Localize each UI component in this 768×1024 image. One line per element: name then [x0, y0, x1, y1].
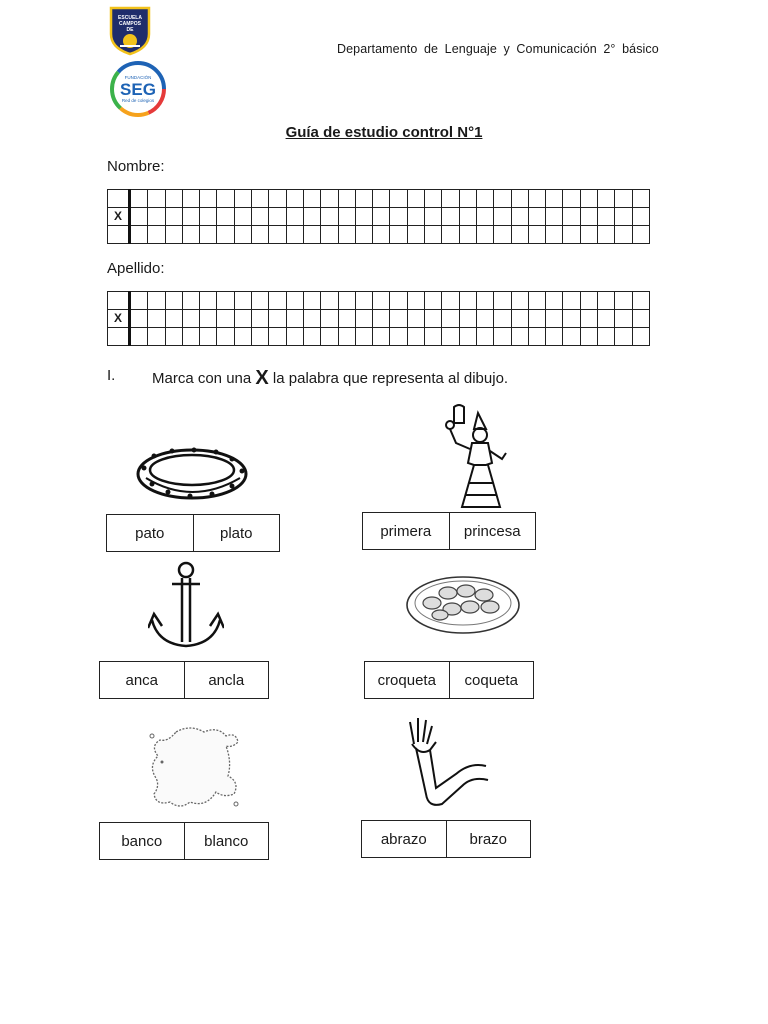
- apellido-grid-letter-cell[interactable]: [269, 292, 286, 310]
- page-title: Guía de estudio control N°1: [285, 124, 483, 141]
- apellido-grid-letter-cell[interactable]: [511, 310, 528, 328]
- nombre-grid-letter-cell[interactable]: [303, 190, 320, 208]
- nombre-grid-letter-cell[interactable]: [373, 226, 390, 244]
- nombre-grid-letter-cell[interactable]: [528, 226, 545, 244]
- apellido-grid-letter-cell[interactable]: [425, 292, 442, 310]
- nombre-grid-letter-cell[interactable]: [459, 226, 476, 244]
- apellido-grid-letter-cell[interactable]: [390, 328, 407, 346]
- option-2a[interactable]: primera: [380, 522, 432, 540]
- apellido-grid-row: [108, 292, 650, 310]
- nombre-grid-letter-cell[interactable]: [442, 190, 459, 208]
- nombre-grid-letter-cell[interactable]: [615, 190, 632, 208]
- school-logo: [108, 6, 152, 56]
- apellido-grid-letter-cell[interactable]: [546, 310, 563, 328]
- nombre-grid-letter-cell[interactable]: [528, 208, 545, 226]
- nombre-grid-letter-cell[interactable]: [269, 226, 286, 244]
- arm-icon: [406, 716, 492, 810]
- apellido-grid-letter-cell[interactable]: [182, 328, 199, 346]
- nombre-grid-letter-cell[interactable]: [425, 190, 442, 208]
- option-5a[interactable]: banco: [121, 832, 163, 850]
- nombre-grid-letter-cell[interactable]: [580, 208, 597, 226]
- nombre-grid-letter-cell[interactable]: [252, 226, 269, 244]
- apellido-grid-letter-cell[interactable]: [252, 328, 269, 346]
- instruction-after: la palabra que representa al dibujo.: [272, 370, 509, 387]
- nombre-grid-letter-cell[interactable]: [390, 190, 407, 208]
- nombre-grid-letter-cell[interactable]: [632, 190, 649, 208]
- apellido-grid-letter-cell[interactable]: [217, 292, 234, 310]
- nombre-grid-letter-cell[interactable]: [338, 190, 355, 208]
- apellido-grid-letter-cell[interactable]: [407, 328, 424, 346]
- seg-logo-line3: Red de colegios: [121, 98, 155, 103]
- apellido-grid-letter-cell[interactable]: [598, 310, 615, 328]
- apellido-grid-letter-cell[interactable]: [321, 310, 338, 328]
- apellido-grid-letter-cell[interactable]: [528, 310, 545, 328]
- apellido-grid-letter-cell[interactable]: [338, 328, 355, 346]
- nombre-grid-letter-cell[interactable]: [425, 208, 442, 226]
- nombre-grid-letter-cell[interactable]: [200, 190, 217, 208]
- apellido-grid-letter-cell[interactable]: [355, 310, 372, 328]
- nombre-grid-letter-cell[interactable]: [563, 226, 580, 244]
- apellido-grid-letter-cell[interactable]: [442, 328, 459, 346]
- apellido-grid-letter-cell[interactable]: [615, 328, 632, 346]
- apellido-grid-letter-cell[interactable]: [286, 310, 303, 328]
- nombre-grid-letter-cell[interactable]: [200, 208, 217, 226]
- nombre-grid-letter-cell[interactable]: [373, 208, 390, 226]
- school-logo-line1: ESCUELA: [118, 15, 142, 21]
- nombre-grid-letter-cell[interactable]: [580, 190, 597, 208]
- nombre-grid-row: [108, 208, 650, 226]
- nombre-grid-letter-cell[interactable]: [234, 190, 251, 208]
- apellido-grid-letter-cell[interactable]: [494, 292, 511, 310]
- apellido-grid-letter-cell[interactable]: [286, 292, 303, 310]
- nombre-grid-letter-cell[interactable]: [130, 226, 148, 244]
- apellido-grid-letter-cell[interactable]: [148, 310, 165, 328]
- apellido-grid-letter-cell[interactable]: [217, 328, 234, 346]
- option-6a[interactable]: abrazo: [380, 830, 427, 848]
- anchor-icon: [148, 560, 224, 652]
- nombre-grid-letter-cell[interactable]: [407, 190, 424, 208]
- school-logo-line3: DE: [126, 27, 134, 33]
- nombre-grid-letter-cell[interactable]: [598, 190, 615, 208]
- apellido-grid-letter-cell[interactable]: [476, 310, 493, 328]
- nombre-grid-letter-cell[interactable]: [355, 190, 372, 208]
- apellido-grid-letter-cell[interactable]: [355, 328, 372, 346]
- apellido-grid-letter-cell[interactable]: [148, 328, 165, 346]
- nombre-grid-letter-cell[interactable]: [598, 208, 615, 226]
- apellido-grid-letter-cell[interactable]: [615, 310, 632, 328]
- apellido-grid-letter-cell[interactable]: [321, 328, 338, 346]
- nombre-grid[interactable]: [107, 189, 650, 244]
- apellido-grid-letter-cell[interactable]: [130, 328, 148, 346]
- instruction-text: [152, 367, 508, 390]
- nombre-grid-letter-cell[interactable]: [442, 226, 459, 244]
- apellido-grid-letter-cell[interactable]: [303, 328, 320, 346]
- nombre-grid-letter-cell[interactable]: [563, 208, 580, 226]
- nombre-grid-letter-cell[interactable]: [407, 208, 424, 226]
- nombre-grid-letter-cell[interactable]: [546, 190, 563, 208]
- apellido-grid-letter-cell[interactable]: [269, 328, 286, 346]
- nombre-grid-letter-cell[interactable]: [494, 226, 511, 244]
- nombre-grid-letter-cell[interactable]: [338, 208, 355, 226]
- nombre-grid-letter-cell[interactable]: [234, 208, 251, 226]
- apellido-grid-letter-cell[interactable]: [321, 292, 338, 310]
- nombre-grid-letter-cell[interactable]: [200, 226, 217, 244]
- apellido-grid-letter-cell[interactable]: [373, 328, 390, 346]
- nombre-grid-letter-cell[interactable]: [476, 190, 493, 208]
- apellido-grid-letter-cell[interactable]: [632, 328, 649, 346]
- apellido-grid-letter-cell[interactable]: [425, 310, 442, 328]
- seg-logo: [108, 59, 168, 119]
- apellido-grid-letter-cell[interactable]: [580, 310, 597, 328]
- apellido-grid-letter-cell[interactable]: [338, 310, 355, 328]
- apellido-grid-letter-cell[interactable]: [130, 292, 148, 310]
- apellido-grid-letter-cell[interactable]: [407, 310, 424, 328]
- apellido-label: Apellido:: [107, 260, 165, 277]
- apellido-grid-letter-cell[interactable]: [442, 292, 459, 310]
- nombre-grid-letter-cell[interactable]: [459, 208, 476, 226]
- instruction-mark: X: [255, 367, 269, 389]
- nombre-grid-letter-cell[interactable]: [269, 190, 286, 208]
- apellido-grid-letter-cell[interactable]: [269, 310, 286, 328]
- apellido-grid-letter-cell[interactable]: [234, 328, 251, 346]
- nombre-grid-letter-cell[interactable]: [338, 226, 355, 244]
- seg-logo-line1: FUNDACIÓN: [124, 75, 152, 80]
- nombre-grid-letter-cell[interactable]: [165, 190, 182, 208]
- option-6b[interactable]: brazo: [446, 821, 531, 857]
- nombre-grid-letter-cell[interactable]: [217, 208, 234, 226]
- school-logo-line2: CAMPOS: [119, 21, 141, 27]
- nombre-grid-letter-cell[interactable]: [580, 226, 597, 244]
- nombre-grid-mark-cell: [108, 190, 130, 208]
- apellido-grid-letter-cell[interactable]: [148, 292, 165, 310]
- nombre-grid-letter-cell[interactable]: [494, 190, 511, 208]
- nombre-grid-letter-cell[interactable]: [390, 226, 407, 244]
- nombre-grid-letter-cell[interactable]: [321, 190, 338, 208]
- nombre-grid-letter-cell[interactable]: [355, 226, 372, 244]
- nombre-label: Nombre:: [107, 158, 165, 175]
- nombre-grid-letter-cell[interactable]: [321, 226, 338, 244]
- nombre-grid-letter-cell[interactable]: [528, 190, 545, 208]
- nombre-grid-letter-cell[interactable]: [615, 226, 632, 244]
- option-3a[interactable]: anca: [125, 671, 159, 689]
- nombre-grid-letter-cell[interactable]: [148, 226, 165, 244]
- apellido-grid-letter-cell[interactable]: [563, 292, 580, 310]
- nombre-grid-letter-cell[interactable]: [390, 208, 407, 226]
- nombre-grid-letter-cell[interactable]: [563, 190, 580, 208]
- apellido-grid-letter-cell[interactable]: [355, 292, 372, 310]
- apellido-grid-letter-cell[interactable]: [494, 328, 511, 346]
- apellido-grid-letter-cell[interactable]: [338, 292, 355, 310]
- option-2b[interactable]: princesa: [449, 513, 536, 549]
- apellido-grid-row: [108, 328, 650, 346]
- apellido-grid-letter-cell[interactable]: [476, 328, 493, 346]
- option-5b[interactable]: blanco: [184, 823, 269, 859]
- blank-stain-icon: [146, 722, 242, 812]
- nombre-grid-letter-cell[interactable]: [130, 208, 148, 226]
- nombre-grid-letter-cell[interactable]: [148, 208, 165, 226]
- apellido-grid-letter-cell[interactable]: [407, 292, 424, 310]
- nombre-grid-mark-cell: [108, 226, 130, 244]
- apellido-grid-letter-cell[interactable]: [130, 310, 148, 328]
- nombre-grid-letter-cell[interactable]: [252, 208, 269, 226]
- nombre-grid-letter-cell[interactable]: [511, 190, 528, 208]
- apellido-grid-letter-cell[interactable]: [459, 310, 476, 328]
- apellido-grid-letter-cell[interactable]: [234, 310, 251, 328]
- option-4b[interactable]: coqueta: [449, 662, 534, 698]
- croquettes-icon: [404, 571, 522, 637]
- apellido-grid-letter-cell[interactable]: [165, 328, 182, 346]
- nombre-grid-letter-cell[interactable]: [476, 226, 493, 244]
- nombre-grid-letter-cell[interactable]: [130, 190, 148, 208]
- word-choice-4: [364, 661, 534, 699]
- nombre-grid-letter-cell[interactable]: [407, 226, 424, 244]
- apellido-grid-letter-cell[interactable]: [563, 310, 580, 328]
- word-choice-1: [106, 514, 280, 552]
- plate-icon: [132, 434, 258, 512]
- nombre-grid-letter-cell[interactable]: [148, 190, 165, 208]
- apellido-grid-letter-cell[interactable]: [252, 310, 269, 328]
- apellido-grid-letter-cell[interactable]: [494, 310, 511, 328]
- apellido-grid-letter-cell[interactable]: [425, 328, 442, 346]
- apellido-grid-row: [108, 310, 650, 328]
- seg-logo-line2: SEG: [120, 80, 156, 99]
- nombre-grid-letter-cell[interactable]: [303, 208, 320, 226]
- apellido-grid-letter-cell[interactable]: [200, 310, 217, 328]
- option-3b[interactable]: ancla: [184, 662, 269, 698]
- nombre-grid-letter-cell[interactable]: [442, 208, 459, 226]
- apellido-grid-letter-cell[interactable]: [476, 292, 493, 310]
- nombre-grid-letter-cell[interactable]: [632, 226, 649, 244]
- apellido-grid-letter-cell[interactable]: [252, 292, 269, 310]
- apellido-grid-letter-cell[interactable]: [200, 328, 217, 346]
- nombre-grid-letter-cell[interactable]: [511, 208, 528, 226]
- nombre-grid-letter-cell[interactable]: [217, 226, 234, 244]
- apellido-grid-letter-cell[interactable]: [442, 310, 459, 328]
- option-4a[interactable]: croqueta: [377, 671, 436, 689]
- nombre-grid-row: [108, 226, 650, 244]
- instruction-number: I.: [107, 367, 116, 384]
- nombre-grid-letter-cell[interactable]: [511, 226, 528, 244]
- word-choice-6: [361, 820, 531, 858]
- nombre-grid-letter-cell[interactable]: [217, 190, 234, 208]
- nombre-grid-letter-cell[interactable]: [286, 208, 303, 226]
- apellido-grid-mark-cell: [108, 292, 130, 310]
- apellido-grid-letter-cell[interactable]: [546, 328, 563, 346]
- princess-icon: [434, 403, 510, 511]
- nombre-grid-letter-cell[interactable]: [165, 226, 182, 244]
- apellido-grid-letter-cell[interactable]: [234, 292, 251, 310]
- apellido-grid-letter-cell[interactable]: [632, 310, 649, 328]
- nombre-grid-letter-cell[interactable]: [615, 208, 632, 226]
- apellido-grid-letter-cell[interactable]: [580, 292, 597, 310]
- option-1b[interactable]: plato: [193, 515, 280, 551]
- nombre-grid-letter-cell[interactable]: [598, 226, 615, 244]
- apellido-grid-letter-cell[interactable]: [373, 292, 390, 310]
- nombre-grid-letter-cell[interactable]: [182, 226, 199, 244]
- nombre-grid-letter-cell[interactable]: [165, 208, 182, 226]
- nombre-grid-letter-cell[interactable]: [494, 208, 511, 226]
- apellido-grid-mark-cell: X: [108, 310, 130, 328]
- word-choice-5: [99, 822, 269, 860]
- nombre-grid-letter-cell[interactable]: [321, 208, 338, 226]
- apellido-grid-letter-cell[interactable]: [182, 292, 199, 310]
- nombre-grid-letter-cell[interactable]: [286, 226, 303, 244]
- nombre-grid-letter-cell[interactable]: [373, 190, 390, 208]
- nombre-grid-letter-cell[interactable]: [546, 208, 563, 226]
- apellido-grid-letter-cell[interactable]: [563, 328, 580, 346]
- nombre-grid-letter-cell[interactable]: [252, 190, 269, 208]
- apellido-grid-letter-cell[interactable]: [303, 310, 320, 328]
- apellido-grid-letter-cell[interactable]: [373, 310, 390, 328]
- apellido-grid-letter-cell[interactable]: [390, 292, 407, 310]
- apellido-grid-letter-cell[interactable]: [511, 328, 528, 346]
- apellido-grid-mark-cell: [108, 328, 130, 346]
- nombre-grid-letter-cell[interactable]: [269, 208, 286, 226]
- option-1a[interactable]: pato: [135, 524, 165, 542]
- nombre-grid-letter-cell[interactable]: [182, 190, 199, 208]
- apellido-grid-letter-cell[interactable]: [511, 292, 528, 310]
- apellido-grid-letter-cell[interactable]: [632, 292, 649, 310]
- apellido-grid-letter-cell[interactable]: [182, 310, 199, 328]
- apellido-grid-letter-cell[interactable]: [528, 292, 545, 310]
- apellido-grid-letter-cell[interactable]: [598, 328, 615, 346]
- apellido-grid-letter-cell[interactable]: [165, 292, 182, 310]
- nombre-grid-letter-cell[interactable]: [234, 226, 251, 244]
- apellido-grid-letter-cell[interactable]: [580, 328, 597, 346]
- department-label: Departamento de Lenguaje y Comunicación 2° básico: [337, 42, 659, 56]
- apellido-grid-letter-cell[interactable]: [459, 328, 476, 346]
- apellido-grid[interactable]: [107, 291, 650, 346]
- apellido-grid-letter-cell[interactable]: [200, 292, 217, 310]
- apellido-grid-letter-cell[interactable]: [615, 292, 632, 310]
- nombre-grid-letter-cell[interactable]: [182, 208, 199, 226]
- apellido-grid-letter-cell[interactable]: [217, 310, 234, 328]
- instruction-before: Marca con una: [152, 370, 252, 387]
- apellido-grid-letter-cell[interactable]: [303, 292, 320, 310]
- nombre-grid-letter-cell[interactable]: [476, 208, 493, 226]
- apellido-grid-letter-cell[interactable]: [390, 310, 407, 328]
- nombre-grid-letter-cell[interactable]: [459, 190, 476, 208]
- nombre-grid-letter-cell[interactable]: [355, 208, 372, 226]
- apellido-grid-letter-cell[interactable]: [598, 292, 615, 310]
- nombre-grid-row: [108, 190, 650, 208]
- nombre-grid-letter-cell[interactable]: [425, 226, 442, 244]
- nombre-grid-letter-cell[interactable]: [286, 190, 303, 208]
- nombre-grid-letter-cell[interactable]: [546, 226, 563, 244]
- apellido-grid-letter-cell[interactable]: [528, 328, 545, 346]
- word-choice-3: [99, 661, 269, 699]
- word-choice-2: [362, 512, 536, 550]
- apellido-grid-letter-cell[interactable]: [286, 328, 303, 346]
- apellido-grid-letter-cell[interactable]: [546, 292, 563, 310]
- nombre-grid-letter-cell[interactable]: [303, 226, 320, 244]
- apellido-grid-letter-cell[interactable]: [165, 310, 182, 328]
- nombre-grid-letter-cell[interactable]: [632, 208, 649, 226]
- nombre-grid-mark-cell: X: [108, 208, 130, 226]
- apellido-grid-letter-cell[interactable]: [459, 292, 476, 310]
